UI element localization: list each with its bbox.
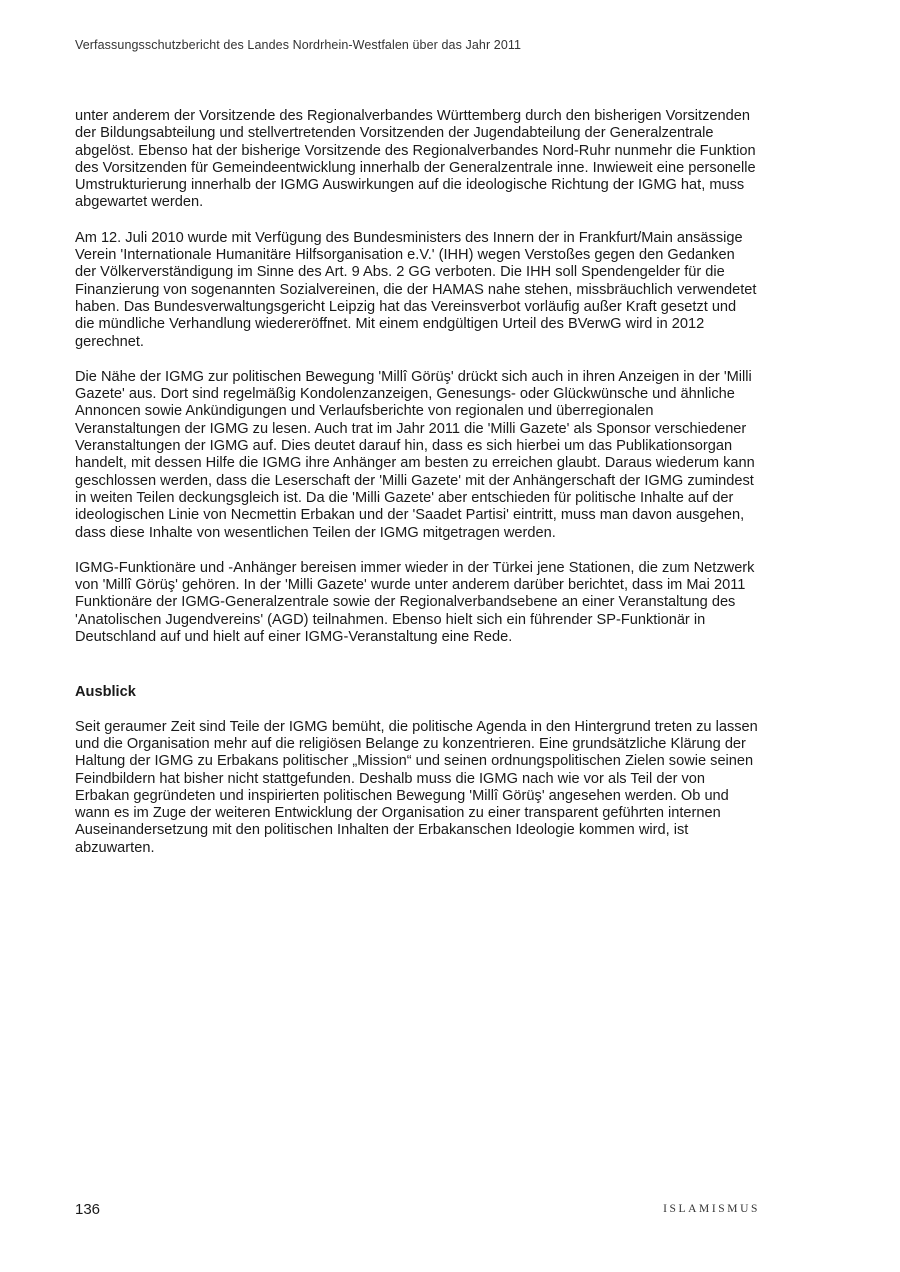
paragraph-ausblick: Seit geraumer Zeit sind Teile der IGMG bemüht, die politische Agenda in den Hintergrund treten zu lassen und die Organisation mehr auf die religiösen Belange zu konzentrieren. Eine grundsätzliche Klärung der Haltung der IGMG zu Erbakans politischer „Mission“ und seinen ordnungspolitischen Zielen sowie seinen Feindbildern hat bisher nicht stattgefunden. Deshalb muss die IGMG nach wie vor als Teil der von Erbakan gegründeten und inspirierten politischen Bewegung 'Millî Görüş' angesehen werden. Ob und wann es im Zuge der weiteren Entwicklung der Organisation zu einer transparent geführten internen Auseinandersetzung mit den politischen Inhalten der Erbakanschen Ideologie kommen wird, ist abzuwarten.	[75, 718, 758, 856]
running-header: Verfassungsschutzbericht des Landes Nordrhein-Westfalen über das Jahr 2011	[75, 38, 522, 52]
section-heading-ausblick: Ausblick	[75, 684, 136, 701]
paragraph-milli-gazete: Die Nähe der IGMG zur politischen Bewegung 'Millî Görüş' drückt sich auch in ihren Anzeigen in der 'Milli Gazete' aus. Dort sind regelmäßig Kondolenzanzeigen, Genesungs- oder Glückwünsche und ähnliche Annoncen sowie Ankündigungen und Verlaufsberichte von regionalen und überregionalen Veranstaltungen der IGMG zu lesen. Auch trat im Jahr 2011 die 'Milli Gazete' als Sponsor verschiedener Veranstaltungen der IGMG auf. Dies deutet darauf hin, dass es sich hierbei um das Publikationsorgan handelt, mit dessen Hilfe die IGMG ihre Anhänger am besten zu erreichen glaubt. Daraus wiederum kann geschlossen werden, dass die Leserschaft der 'Milli Gazete' mit der Anhängerschaft der IGMG zumindest in weiten Teilen deckungsgleich ist. Da die 'Milli Gazete' aber entschieden für politische Inhalte auf der ideologischen Linie von Necmettin Erbakan und der 'Saadet Partisi' eintritt, muss man davon ausgehen, dass diese Inhalte von wesentlichen Teilen der IGMG mitgetragen werden.	[75, 368, 755, 541]
paragraph-igmg-leadership-changes: unter anderem der Vorsitzende des Regionalverbandes Württemberg durch den bisherigen Vorsitzenden der Bildungsabteilung und stellvertretenden Vorsitzenden der Jugendabteilung der Generalzentrale abgelöst. Ebenso hat der bisherige Vorsitzende des Regionalverbandes Nord-Ruhr nunmehr die Funktion des Vorsitzenden für Gemeindeentwicklung innerhalb der Generalzentrale inne. Inwieweit eine personelle Umstrukturierung innerhalb der IGMG Auswirkungen auf die ideologische Richtung der IGMG hat, muss abgewartet werden.	[75, 108, 756, 211]
page-number: 136	[75, 1201, 101, 1218]
body-text	[75, 108, 759, 875]
paragraph-travel-network: IGMG-Funktionäre und -Anhänger bereisen immer wieder in der Türkei jene Stationen, die zum Netzwerk von 'Millî Görüş' gehören. In der 'Milli Gazete' wurde unter anderem darüber berichtet, dass im Mai 2011 Funktionäre der IGMG-Generalzentrale sowie der Regionalverbandsebene an einer Veranstaltung des 'Anatolischen Jugendvereins' (AGD) teilnahmen. Ebenso hielt sich ein führender SP-Funktionär in Deutschland auf und hielt auf einer IGMG-Veranstaltung eine Rede.	[75, 559, 755, 646]
paragraph-ihh-ban: Am 12. Juli 2010 wurde mit Verfügung des Bundesministers des Innern der in Frankfurt/Main ansässige Verein 'Internationale Humanitäre Hilfsorganisation e.V.' (IHH) wegen Verstoßes gegen den Gedanken der Völkerverständigung im Sinne des Art. 9 Abs. 2 GG verboten. Die IHH soll Spendengelder für die Finanzierung von sogenannten Sozialvereinen, die der HAMAS nahe stehen, missbräuchlich verwendetet haben. Das Bundesverwaltungsgericht Leipzig hat das Vereinsverbot vorläufig außer Kraft gesetzt und die mündliche Verhandlung wiedereröffnet. Mit einem endgültigen Urteil des BVerwG wird in 2012 gerechnet.	[75, 229, 757, 350]
section-footer-label: ISLAMISMUS	[663, 1203, 760, 1215]
